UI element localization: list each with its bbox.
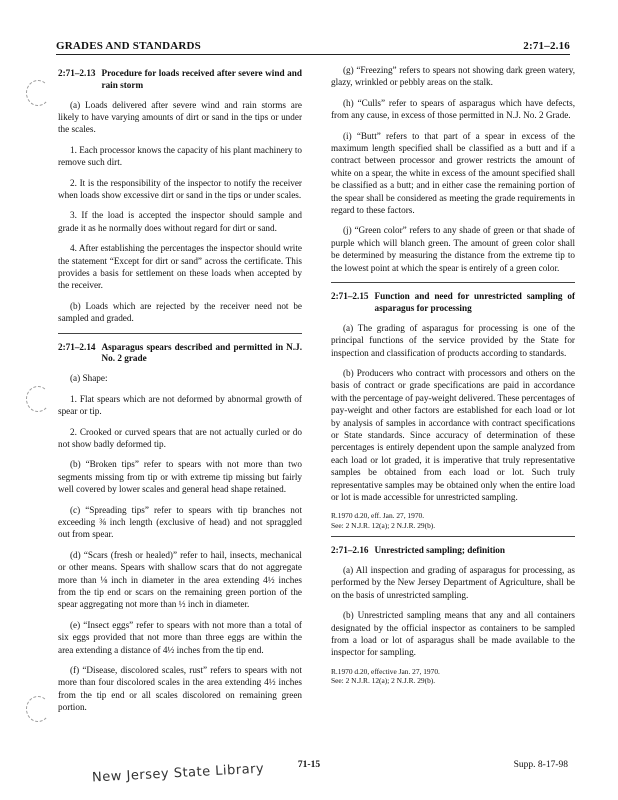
punch-hole-mark — [26, 386, 50, 412]
paragraph: (a) The grading of asparagus for processing is one of the principal functions of the service provided by the State for inspection and classification of products according to standards. — [331, 322, 575, 358]
citation — [331, 667, 575, 686]
paragraph: (h) “Culls” refer to spears of asparagus which have defects, from any cause, in excess of those permitted in N.J. No. 2 Grade. — [331, 97, 575, 121]
section-heading — [58, 342, 302, 366]
library-stamp: New Jersey State Library — [91, 761, 265, 786]
citation-line: R.1970 d.20, effective Jan. 27, 1970. — [331, 666, 440, 676]
paragraph: 2. Crooked or curved spears that are not actually curled or do not show badly deformed tip. — [58, 426, 302, 449]
paragraph: 3. If the load is accepted the inspector should sample and grade it as he normally does without regard for dirt or sand. — [58, 210, 302, 233]
paragraph: (i) “Butt” refers to that part of a spear in excess of the maximum length specified shall be classified as a butt and if a contract between processor and grower restricts the amount of white on a spear, the white in excess of the amount specified shall be classified as a butt; and in either case the remaining portion of the spear shall be considered as meeting the grade requirements in regard to these factors. — [331, 130, 575, 216]
citation-line: See: 2 N.J.R. 12(a); 2 N.J.R. 29(b). — [331, 520, 436, 530]
section-title: Procedure for loads received after severe wind and rain storm — [101, 68, 302, 90]
punch-hole-mark — [26, 80, 50, 106]
paragraph: (b) Producers who contract with processors and others on the basis of contract or grade specifications are paid in accordance with the percentage of pay-weight delivered. These percentages of pay-weight and other factors are established for each load or lot by analysis of samples in accordance with contract specifications or State standards. Since accuracy of determination of these percentages is entirely dependent upon the sample analyzed from each load or lot graded, it is imperative that truly representative samples be obtained from each load or lot. Such truly representative samples may be obtained only when the entire load or lot is made accessible for unrestricted sampling. — [331, 367, 575, 502]
section-heading — [58, 68, 302, 92]
section-divider — [331, 282, 575, 283]
section-title: Function and need for unrestricted sampling of asparagus for processing — [374, 291, 575, 313]
paragraph: 1. Flat spears which are not deformed by abnormal growth of spear or tip. — [58, 393, 302, 417]
section-number: 2:71–2.16 — [331, 545, 369, 556]
left-column — [58, 64, 302, 722]
paragraph: (j) “Green color” refers to any shade of green or that shade of purple which will blanch green. The amount of green color shall be determined by measuring the distance from the extreme tip to the lowest point at which the spear is entirely of a green color. — [331, 225, 575, 273]
header-section-range: 2:71–2.16 — [523, 40, 570, 52]
page-number: 71-15 — [297, 760, 321, 770]
citation-line: R.1970 d.20, eff. Jan. 27, 1970. — [331, 511, 425, 521]
paragraph: 1. Each processor knows the capacity of his plant machinery to remove such dirt. — [58, 144, 302, 168]
paragraph: 2. It is the responsibility of the inspector to notify the receiver when loads show excessive dirt or sand in the tips or under scales. — [58, 177, 302, 201]
paragraph: (g) “Freezing” refers to spears not showing dark green watery, glazy, wrinkled or pebbly areas on the stalk. — [331, 65, 575, 88]
paragraph: (f) “Disease, discolored scales, rust” refers to spears with not more than four discolored scales in the area extending 4½ inches from the tip end or all scales discolored on remaining green portion. — [58, 665, 302, 713]
paragraph: (e) “Insect eggs” refer to spears with not more than a total of six eggs provided that not more than three eggs are within the area extending a distance of 4½ inches from the tip end. — [58, 619, 302, 655]
running-header — [56, 40, 570, 55]
paragraph: 4. After establishing the percentages the inspector should write the statement “Except for dirt or sand” across the certificate. This provides a basis for settlement on these loads when accepted by the receiver. — [58, 243, 302, 291]
paragraph: (d) “Scars (fresh or healed)” refer to hail, insects, mechanical or other means. Spears with shallow scars that do not aggregate more than ⅛ inch in diameter in the area extending 4½ inches from the tip end or scars on the remaining green portion of the spear aggregating not more than ½ inch in diameter. — [58, 549, 302, 610]
paragraph: (a) All inspection and grading of asparagus for processing, as performed by the New Jersey Department of Agriculture, shall be on the basis of unrestricted sampling. — [331, 564, 575, 600]
section-title: Asparagus spears described and permitted in N.J. No. 2 grade — [101, 341, 302, 364]
citation — [331, 511, 575, 530]
section-number: 2:71–2.14 — [58, 341, 96, 352]
paragraph: (b) Loads which are rejected by the receiver need not be sampled and graded. — [58, 300, 302, 324]
paragraph: (a) Loads delivered after severe wind and rain storms are likely to have varying amounts of dirt or sand in the tips or under the scales. — [58, 99, 302, 135]
paragraph: (c) “Spreading tips” refer to spears with tip branches not exceeding ⅜ inch length (exclusive of head) and not spraggled out from spear. — [58, 504, 302, 540]
punch-hole-mark — [26, 696, 50, 722]
section-heading — [331, 291, 575, 315]
section-divider — [331, 536, 575, 537]
paragraph: (b) “Broken tips” refer to spears with not more than two segments missing from tip or with extreme tip missing but fairly well covered by lower scales and general head shape retained. — [58, 459, 302, 495]
section-number: 2:71–2.13 — [58, 68, 96, 78]
right-column — [331, 64, 575, 692]
citation-line: See: 2 N.J.R. 12(a); 2 N.J.R. 29(b). — [331, 676, 436, 686]
header-title: GRADES AND STANDARDS — [56, 40, 201, 52]
supplement-date: Supp. 8-17-98 — [513, 760, 568, 770]
section-heading — [331, 545, 575, 557]
section-title: Unrestricted sampling; definition — [374, 545, 506, 556]
paragraph: (a) Shape: — [70, 373, 108, 384]
section-number: 2:71–2.15 — [331, 291, 369, 302]
paragraph: (b) Unrestricted sampling means that any and all containers designated by the official inspector as containers to be sampled from a load or lot of asparagus shall be made available to the inspector for sampling. — [331, 610, 575, 658]
section-divider — [58, 333, 302, 334]
